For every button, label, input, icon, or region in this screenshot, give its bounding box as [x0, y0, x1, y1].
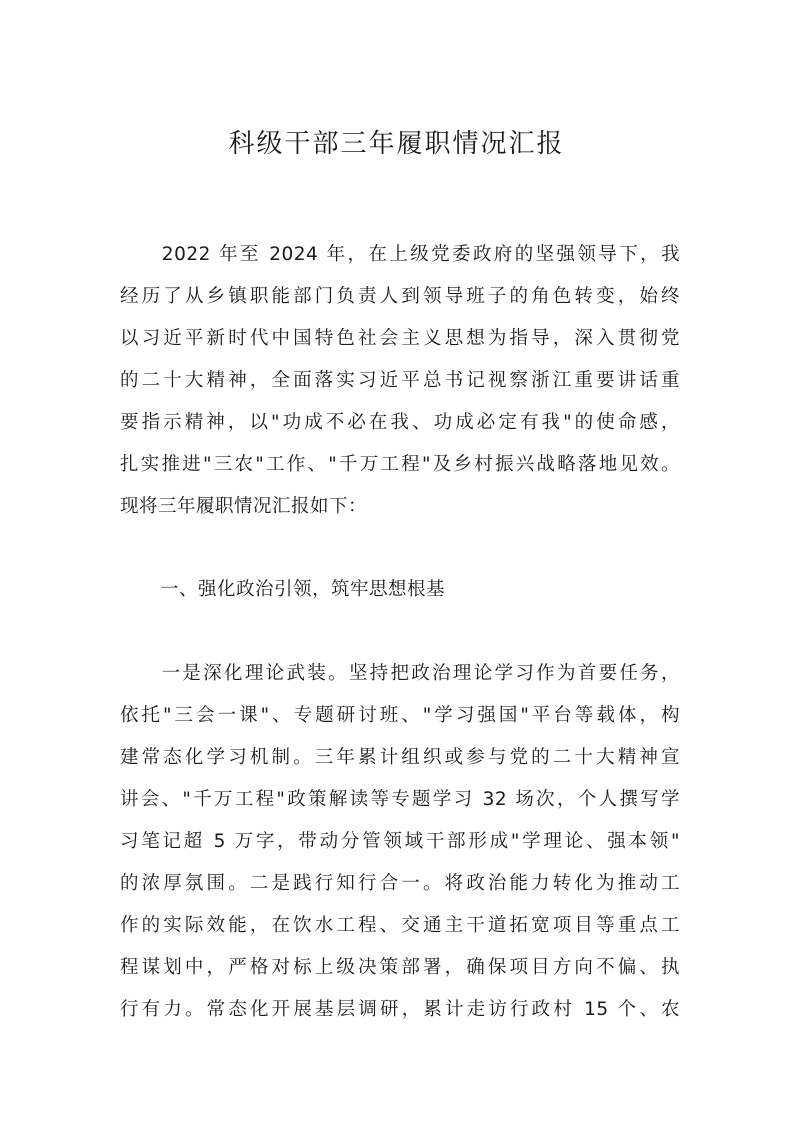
intro-line: 2022 年至 2024 年，在上级党委政府的坚强领导下，我 [120, 244, 680, 265]
body-line: 讲会、"千万工程"政策解读等专题学习 32 场次，个人撰写学 [120, 789, 680, 810]
body-line: 依托"三会一课"、专题研讨班、"学习强国"平台等载体，构 [120, 705, 680, 726]
intro-line: 现将三年履职情况汇报如下： [120, 496, 368, 517]
section-heading: 一、强化政治引领，筑牢思想根基 [160, 579, 446, 600]
intro-line: 以习近平新时代中国特色社会主义思想为指导，深入贯彻党 [120, 328, 680, 349]
intro-line: 扎实推进"三农"工作、"千万工程"及乡村振兴战略落地见效。 [120, 454, 680, 475]
body-line: 习笔记超 5 万字，带动分管领域干部形成"学理论、强本领" [120, 831, 680, 852]
intro-line: 要指示精神，以"功成不必在我、功成必定有我"的使命感， [120, 412, 680, 433]
body-line: 建常态化学习机制。三年累计组织或参与党的二十大精神宣 [120, 747, 680, 768]
body-line: 一是深化理论武装。坚持把政治理论学习作为首要任务， [120, 663, 680, 684]
body-line: 的浓厚氛围。二是践行知行合一。将政治能力转化为推动工 [120, 873, 680, 894]
body-line: 程谋划中，严格对标上级决策部署，确保项目方向不偏、执 [120, 957, 680, 978]
intro-line: 的二十大精神，全面落实习近平总书记视察浙江重要讲话重 [120, 370, 680, 391]
document-title: 科级干部三年履职情况汇报 [228, 129, 565, 159]
intro-line: 经历了从乡镇职能部门负责人到领导班子的角色转变，始终 [120, 286, 680, 307]
body-line: 行有力。常态化开展基层调研，累计走访行政村 15 个、农 [120, 999, 680, 1020]
body-line: 作的实际效能，在饮水工程、交通主干道拓宽项目等重点工 [120, 915, 680, 936]
